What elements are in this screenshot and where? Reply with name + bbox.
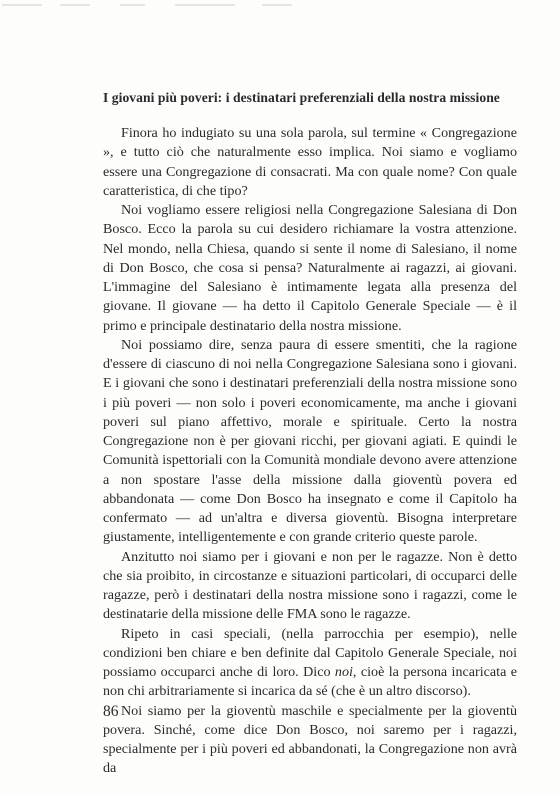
- paragraph-text: Ripeto in casi speciali, (nella parrocchia per esempio), nelle condizioni ben chiare e ben definite dal Capitolo Generale Speciale, noi possiamo occuparci anche di loro. Dico: [103, 625, 517, 680]
- paragraph: [103, 124, 517, 201]
- scan-artifact: [175, 4, 235, 6]
- paragraph: [103, 625, 517, 702]
- paragraph-text: Finora ho indugiato su una sola parola, sul termine « Congregazione », e tutto ciò che naturalmente esso implica. Noi siamo e vogliamo essere una Congregazione di consacrati. Ma con quale nome? Con quale caratteristica, di che tipo?: [103, 125, 517, 199]
- paragraph-text: cioè la persona incaricata e non chi arbitrariamente si incarica da sé (che è un altro discorso).: [103, 664, 517, 700]
- scan-artifact: [60, 4, 90, 6]
- paragraph-text: Noi siamo per la gioventù maschile e specialmente per la gioventù povera. Sinché, come dice Don Bosco, noi saremo per i ragazzi, specialmente per i più poveri ed abbandonati, la Congregazione non avrà da: [103, 702, 517, 777]
- paragraph-text: Noi vogliamo essere religiosi nella Congregazione Salesiana di Don Bosco. Ecco la parola su cui desidero richiamare la vostra attenzione. Nel mondo, nella Chiesa, quando si sente il nome di Salesiano, il nome di Don Bosco, che cosa si pensa? Naturalmente ai ragazzi, ai giovani. L'immagine del Salesiano è intimamente legata alla presenza del giovane. Il giovane — ha detto il Capitolo Generale Speciale — è il primo e principale destinatario della nostra missione.: [103, 202, 517, 334]
- emphasized-word: noi,: [334, 664, 357, 680]
- scan-artifact: [2, 4, 42, 6]
- scan-artifact: [120, 4, 145, 6]
- paragraph: [103, 548, 517, 625]
- paragraph: [103, 201, 517, 336]
- body-text: [103, 124, 517, 779]
- section-heading: I giovani più poveri: i destinatari preferenziali della nostra missione: [103, 90, 500, 105]
- paragraph-text: Noi possiamo dire, senza paura di essere smentiti, che la ragione d'essere di ciascuno di noi nella Congregazione Salesiana sono i giovani. E i giovani che sono i destinatari preferenziali della nostra missione sono i più poveri — non solo i poveri economicamente, ma anche i giovani poveri sul piano affettivo, morale e spirituale. Certo la nostra Congregazione non è per giovani ricchi, per giovani agiati. E quindi le Comunità ispettoriali con la Comunità mondiale devono avere attenzione a non spostare l'asse della missione dalla gioventù povera ed abbandonata — come Don Bosco ha insegnato e come il Capitolo ha confermato — ad un'altra e diversa gioventù. Bisogna interpretare giustamente, intelligentemente e con grande criterio queste parole.: [103, 336, 517, 546]
- scan-artifact: [262, 4, 292, 6]
- paragraph: [103, 702, 517, 779]
- paragraph-text: Anzitutto noi siamo per i giovani e non per le ragazze. Non è detto che sia proibito, in circostanze e situazioni particolari, di occuparci delle ragazze, però i destinatari della nostra missione sono i ragazzi, come le destinatarie della missione delle FMA sono le ragazze.: [103, 548, 517, 623]
- paragraph: [103, 336, 517, 548]
- page-number: 86: [103, 703, 119, 720]
